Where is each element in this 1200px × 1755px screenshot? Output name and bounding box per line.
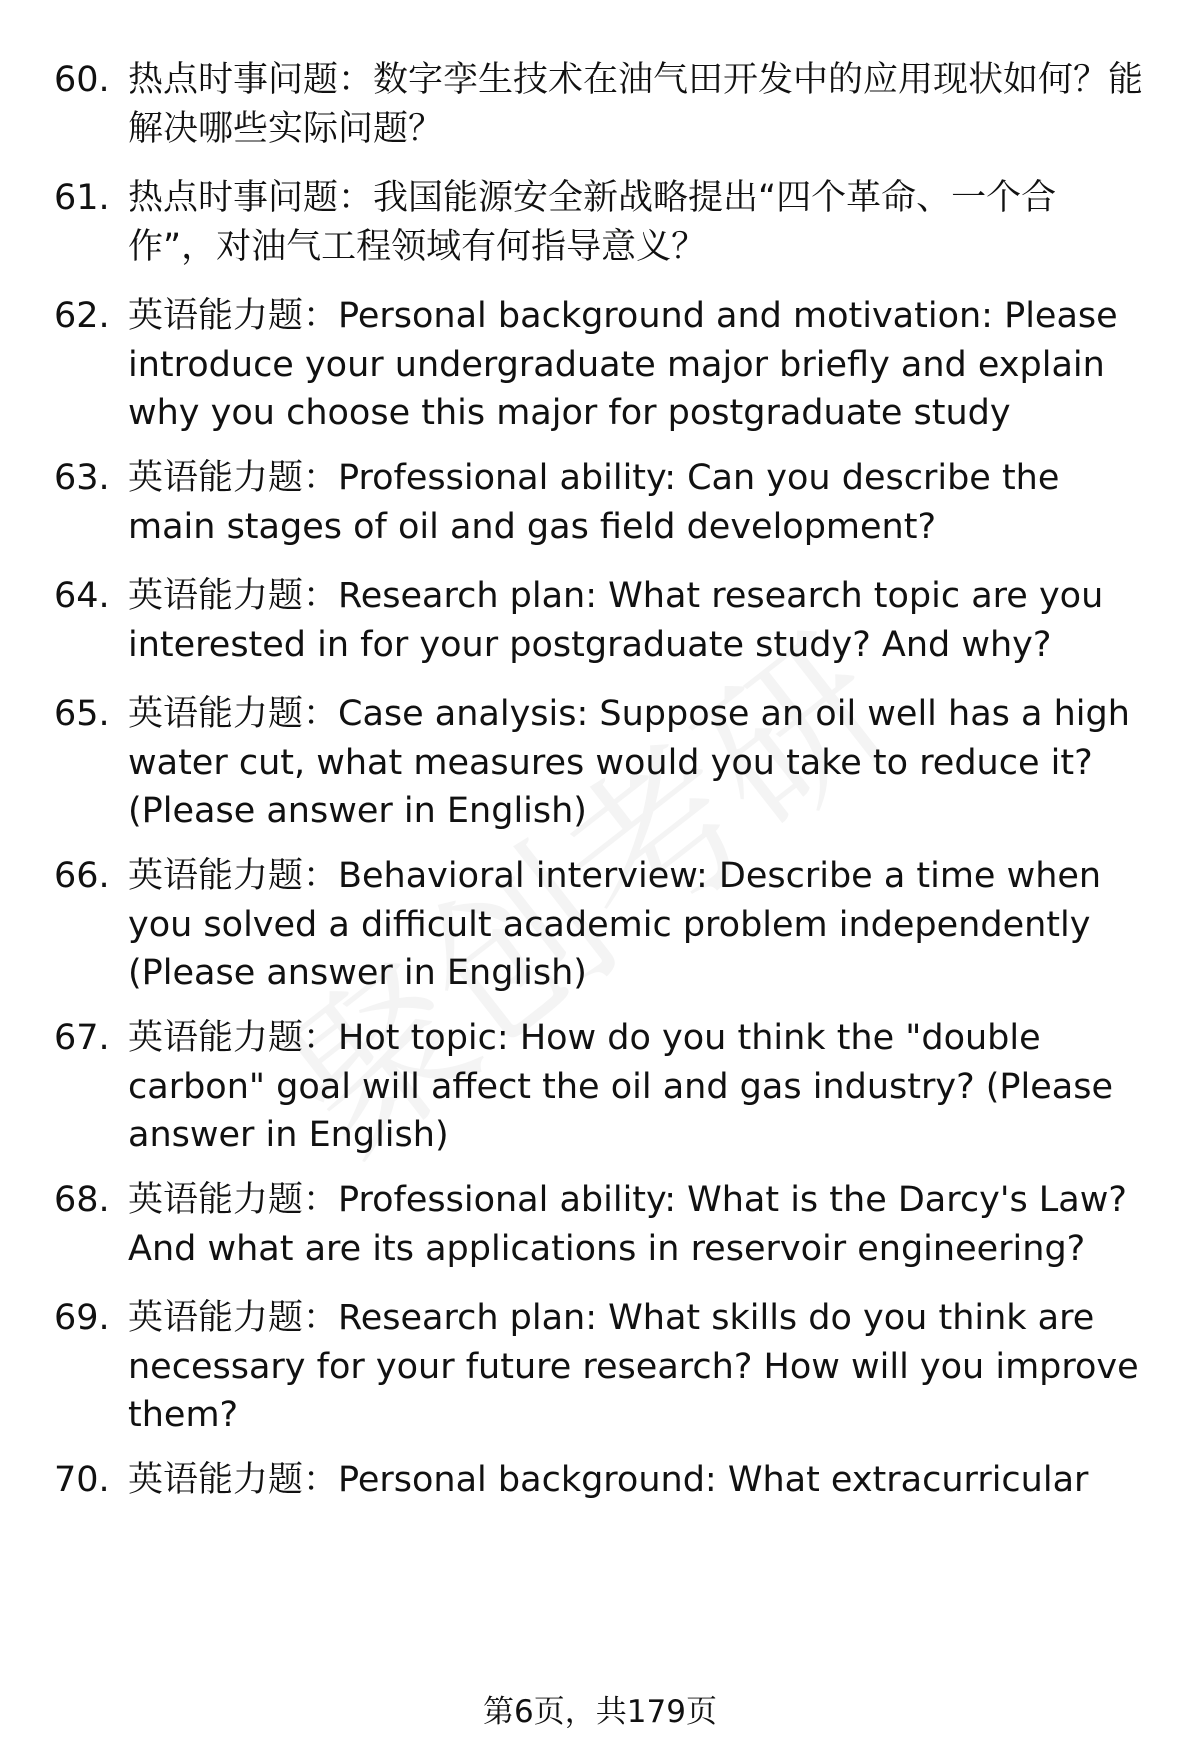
list-item: [54, 1456, 1144, 1505]
list-item: [54, 1014, 1144, 1160]
question-number: 67.: [54, 1018, 110, 1058]
question-number: 69.: [54, 1298, 110, 1338]
question-text: 英语能力题：Behavioral interview: Describe a time when you solved a difficult academic problem independently (Please answer in English): [128, 856, 1102, 993]
list-item: [54, 1176, 1144, 1273]
list-item: [54, 690, 1144, 836]
question-text: 英语能力题：Hot topic: How do you think the "double carbon" goal will affect the oil and gas industry? (Please answer in English): [128, 1018, 1114, 1155]
list-item: [54, 1294, 1144, 1440]
list-item: [54, 454, 1144, 551]
question-text: 英语能力题：Personal background and motivation: Please introduce your undergraduate major briefly and explain why you choose this major for postgraduate study: [128, 296, 1118, 433]
list-item: [54, 174, 1144, 271]
question-number: 61.: [54, 178, 110, 218]
page-number: 第6页，共179页: [483, 1694, 717, 1730]
question-number: 65.: [54, 694, 110, 734]
question-number: 63.: [54, 458, 110, 498]
question-number: 60.: [54, 60, 110, 100]
question-text: 英语能力题：Professional ability: Can you describe the main stages of oil and gas field development?: [128, 458, 1060, 547]
question-text: 英语能力题：Professional ability: What is the Darcy's Law? And what are its applications in reservoir engineering?: [128, 1180, 1127, 1269]
list-item: [54, 56, 1144, 153]
question-text: 英语能力题：Research plan: What research topic are you interested in for your postgraduate study? And why?: [128, 576, 1104, 665]
question-text: 热点时事问题：我国能源安全新战略提出“四个革命、一个合作”，对油气工程领域有何指导意义？: [128, 178, 1057, 267]
question-number: 62.: [54, 296, 110, 336]
list-item: [54, 292, 1144, 438]
question-number: 70.: [54, 1460, 110, 1500]
question-text: 英语能力题：Personal background: What extracurricular: [128, 1460, 1089, 1500]
question-text: 英语能力题：Research plan: What skills do you think are necessary for your future research? How will you improve them?: [128, 1298, 1139, 1435]
list-item: [54, 852, 1144, 998]
list-item: [54, 572, 1144, 669]
question-number: 68.: [54, 1180, 110, 1220]
question-text: 英语能力题：Case analysis: Suppose an oil well has a high water cut, what measures would you take to reduce it? (Please answer in English): [128, 694, 1130, 831]
question-text: 热点时事问题：数字孪生技术在油气田开发中的应用现状如何？能解决哪些实际问题？: [128, 60, 1144, 149]
question-number: 64.: [54, 576, 110, 616]
question-number: 66.: [54, 856, 110, 896]
